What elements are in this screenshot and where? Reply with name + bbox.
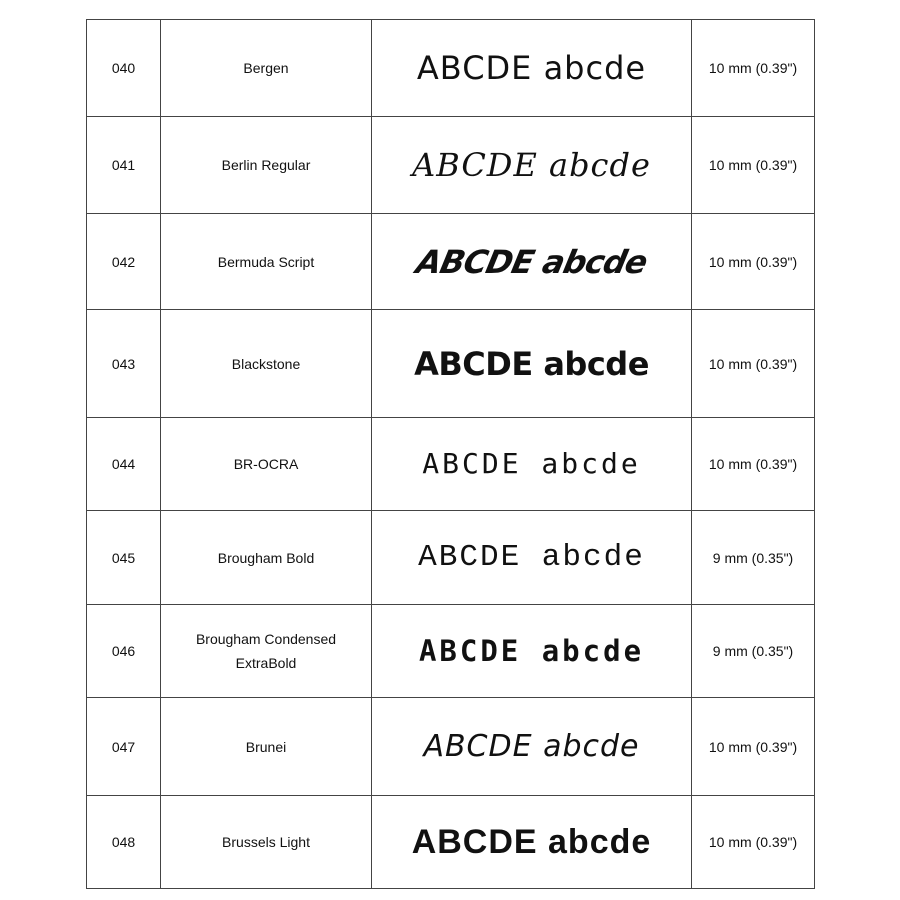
font-size: 10 mm (0.39") xyxy=(692,214,815,310)
font-size: 10 mm (0.39") xyxy=(692,310,815,418)
font-name xyxy=(161,605,372,698)
font-sample: ABCDE abcde xyxy=(412,242,651,281)
font-sample-cell xyxy=(372,605,692,698)
font-sample: ABCDE abcde xyxy=(411,823,652,861)
font-name-line-1: Brougham Condensed xyxy=(195,631,337,647)
font-sample: ABCDE abcde xyxy=(414,344,649,383)
font-sample-cell xyxy=(372,698,692,796)
font-sample-cell xyxy=(372,418,692,511)
font-size: 10 mm (0.39") xyxy=(692,117,815,214)
font-sample: ABCDE abcde xyxy=(423,728,640,764)
font-size: 9 mm (0.35") xyxy=(692,605,815,698)
table-row xyxy=(87,214,815,310)
font-sample-cell xyxy=(372,117,692,214)
table-row xyxy=(87,117,815,214)
font-number: 041 xyxy=(87,117,161,214)
font-name: Blackstone xyxy=(161,310,372,418)
font-name: Brougham Bold xyxy=(161,511,372,605)
font-sample-cell xyxy=(372,796,692,889)
font-table xyxy=(86,19,815,889)
font-name: Berlin Regular xyxy=(161,117,372,214)
font-number: 043 xyxy=(87,310,161,418)
table-row xyxy=(87,310,815,418)
font-sample: ABCDE abcde xyxy=(418,539,645,575)
font-number: 042 xyxy=(87,214,161,310)
font-sample-cell xyxy=(372,20,692,117)
font-number: 048 xyxy=(87,796,161,889)
table-row xyxy=(87,418,815,511)
font-size: 10 mm (0.39") xyxy=(692,418,815,511)
font-sample: ABCDE abcde xyxy=(422,447,641,480)
font-name: Bermuda Script xyxy=(161,214,372,310)
table-row xyxy=(87,698,815,796)
table-row xyxy=(87,796,815,889)
font-name-line-2: ExtraBold xyxy=(235,655,297,671)
table-row xyxy=(87,20,815,117)
font-name: Brunei xyxy=(161,698,372,796)
font-sample: ABCDE abcde xyxy=(416,49,647,87)
font-sample-cell xyxy=(372,214,692,310)
font-number: 046 xyxy=(87,605,161,698)
font-sample: ABCDE abcde xyxy=(418,634,645,668)
font-sample-cell xyxy=(372,310,692,418)
font-size: 10 mm (0.39") xyxy=(692,796,815,889)
table-row xyxy=(87,605,815,698)
font-size: 10 mm (0.39") xyxy=(692,698,815,796)
font-name: Brussels Light xyxy=(161,796,372,889)
font-sample: ABCDE abcde xyxy=(412,146,651,184)
font-name: BR-OCRA xyxy=(161,418,372,511)
font-number: 040 xyxy=(87,20,161,117)
font-number: 045 xyxy=(87,511,161,605)
table-row xyxy=(87,511,815,605)
font-number: 044 xyxy=(87,418,161,511)
font-size: 9 mm (0.35") xyxy=(692,511,815,605)
font-number: 047 xyxy=(87,698,161,796)
font-size: 10 mm (0.39") xyxy=(692,20,815,117)
font-sample-cell xyxy=(372,511,692,605)
font-name: Bergen xyxy=(161,20,372,117)
